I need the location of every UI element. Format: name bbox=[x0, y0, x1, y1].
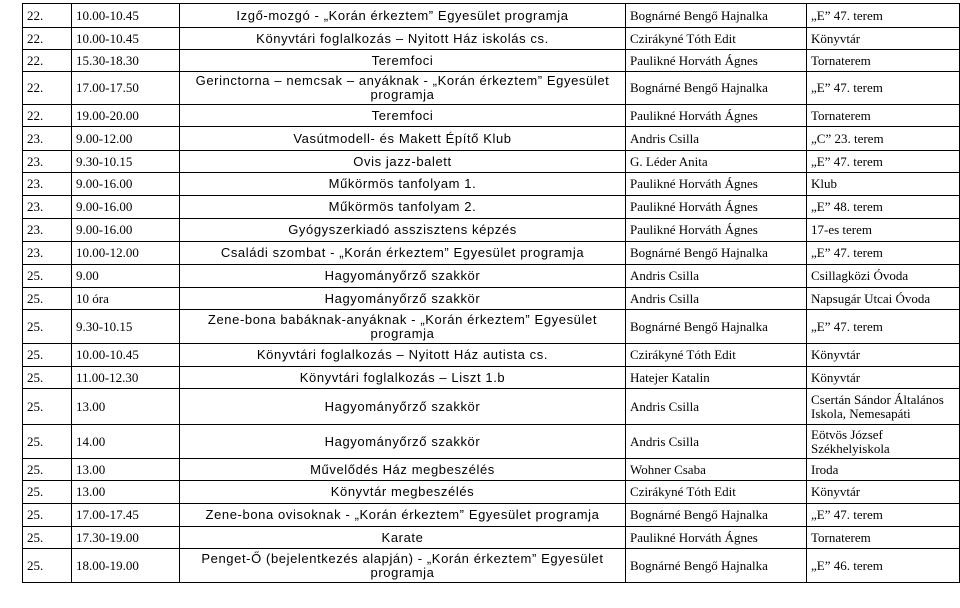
location-cell: „C” 23. terem bbox=[807, 127, 960, 151]
day-cell: 22. bbox=[23, 4, 72, 28]
day-cell: 25. bbox=[23, 481, 72, 504]
program-cell: Zene-bona ovisoknak - „Korán érkeztem” Egyesület programja bbox=[180, 504, 626, 527]
location-cell: Könyvtár bbox=[807, 367, 960, 389]
location-cell: Iroda bbox=[807, 459, 960, 481]
table-row bbox=[23, 50, 960, 72]
location-cell: „E” 47. terem bbox=[807, 242, 960, 265]
schedule-body bbox=[23, 4, 960, 583]
program-cell: Izgő-mozgó - „Korán érkeztem” Egyesület programja bbox=[180, 4, 626, 28]
time-cell: 9.30-10.15 bbox=[72, 310, 180, 344]
table-row bbox=[23, 265, 960, 288]
responsible-cell: Paulikné Horváth Ágnes bbox=[626, 105, 807, 127]
day-cell: 25. bbox=[23, 549, 72, 583]
responsible-cell: Bognárné Bengő Hajnalka bbox=[626, 310, 807, 344]
table-row bbox=[23, 242, 960, 265]
location-cell: Napsugár Utcai Óvoda bbox=[807, 288, 960, 310]
day-cell: 22. bbox=[23, 50, 72, 72]
time-cell: 10.00-10.45 bbox=[72, 4, 180, 28]
responsible-cell: Andris Csilla bbox=[626, 265, 807, 288]
day-cell: 23. bbox=[23, 127, 72, 151]
time-cell: 11.00-12.30 bbox=[72, 367, 180, 389]
time-cell: 9.00-16.00 bbox=[72, 219, 180, 242]
table-row bbox=[23, 127, 960, 151]
table-row bbox=[23, 173, 960, 196]
program-cell: Könyvtár megbeszélés bbox=[180, 481, 626, 504]
program-cell: Zene-bona babáknak-anyáknak - „Korán érkeztem” Egyesület programja bbox=[180, 310, 626, 344]
table-row bbox=[23, 288, 960, 310]
table-row bbox=[23, 459, 960, 481]
location-cell: „E” 47. terem bbox=[807, 4, 960, 28]
responsible-cell: Cziráky​né Tóth Edit bbox=[626, 344, 807, 367]
responsible-cell: Bognárné Bengő Hajnalka bbox=[626, 504, 807, 527]
time-cell: 9.00-16.00 bbox=[72, 196, 180, 219]
day-cell: 25. bbox=[23, 344, 72, 367]
program-cell: Ovis jazz-balett bbox=[180, 151, 626, 173]
responsible-cell: Paulikné Horváth Ágnes bbox=[626, 219, 807, 242]
location-cell: Tornaterem bbox=[807, 50, 960, 72]
location-cell: „E” 47. terem bbox=[807, 310, 960, 344]
location-cell: „E” 47. terem bbox=[807, 504, 960, 527]
location-cell: Tornaterem bbox=[807, 527, 960, 549]
time-cell: 13.00 bbox=[72, 481, 180, 504]
program-cell: Hagyományőrző szakkör bbox=[180, 389, 626, 425]
program-cell: Könyvtári foglalkozás – Nyitott Ház iskolás cs. bbox=[180, 28, 626, 50]
program-cell: Műkörmös tanfolyam 1. bbox=[180, 173, 626, 196]
time-cell: 14.00 bbox=[72, 425, 180, 459]
day-cell: 25. bbox=[23, 527, 72, 549]
table-row bbox=[23, 344, 960, 367]
program-cell: Gerinctorna – nemcsak – anyáknak - „Korán érkeztem” Egyesület programja bbox=[180, 72, 626, 105]
program-cell: Hagyományőrző szakkör bbox=[180, 425, 626, 459]
program-cell: Vasútmodell- és Makett Építő Klub bbox=[180, 127, 626, 151]
program-cell: Hagyományőrző szakkör bbox=[180, 265, 626, 288]
time-cell: 9.00 bbox=[72, 265, 180, 288]
day-cell: 25. bbox=[23, 459, 72, 481]
time-cell: 9.00-12.00 bbox=[72, 127, 180, 151]
time-cell: 10 óra bbox=[72, 288, 180, 310]
responsible-cell: Wohner Csaba bbox=[626, 459, 807, 481]
responsible-cell: Hatejer Katalin bbox=[626, 367, 807, 389]
responsible-cell: Bognárné Bengő Hajnalka bbox=[626, 4, 807, 28]
day-cell: 23. bbox=[23, 151, 72, 173]
day-cell: 25. bbox=[23, 504, 72, 527]
time-cell: 9.30-10.15 bbox=[72, 151, 180, 173]
day-cell: 22. bbox=[23, 72, 72, 105]
time-cell: 13.00 bbox=[72, 459, 180, 481]
responsible-cell: Cziráky​né Tóth Edit bbox=[626, 481, 807, 504]
day-cell: 25. bbox=[23, 425, 72, 459]
time-cell: 9.00-16.00 bbox=[72, 173, 180, 196]
program-cell: Műkörmös tanfolyam 2. bbox=[180, 196, 626, 219]
program-cell: Teremfoci bbox=[180, 50, 626, 72]
location-cell: „E” 47. terem bbox=[807, 72, 960, 105]
table-row bbox=[23, 367, 960, 389]
location-cell: Klub bbox=[807, 173, 960, 196]
schedule-table bbox=[22, 3, 960, 583]
time-cell: 17.30-19.00 bbox=[72, 527, 180, 549]
program-cell: Családi szombat - „Korán érkeztem” Egyesület programja bbox=[180, 242, 626, 265]
location-cell: Könyvtár bbox=[807, 481, 960, 504]
time-cell: 17.00-17.45 bbox=[72, 504, 180, 527]
responsible-cell: Bognárné Bengő Hajnalka bbox=[626, 242, 807, 265]
day-cell: 22. bbox=[23, 105, 72, 127]
location-cell: 17-es terem bbox=[807, 219, 960, 242]
table-row bbox=[23, 72, 960, 105]
time-cell: 10.00-10.45 bbox=[72, 344, 180, 367]
table-row bbox=[23, 425, 960, 459]
responsible-cell: G. Léder Anita bbox=[626, 151, 807, 173]
program-cell: Penget-Ő (bejelentkezés alapján) - „Korán érkeztem” Egyesület programja bbox=[180, 549, 626, 583]
responsible-cell: Andris Csilla bbox=[626, 389, 807, 425]
program-cell: Hagyományőrző szakkör bbox=[180, 288, 626, 310]
day-cell: 23. bbox=[23, 173, 72, 196]
day-cell: 25. bbox=[23, 288, 72, 310]
table-row bbox=[23, 4, 960, 28]
program-cell: Könyvtári foglalkozás – Nyitott Ház autista cs. bbox=[180, 344, 626, 367]
day-cell: 25. bbox=[23, 310, 72, 344]
location-cell: Csillagközi Óvoda bbox=[807, 265, 960, 288]
time-cell: 17.00-17.50 bbox=[72, 72, 180, 105]
responsible-cell: Bognárné Bengő Hajnalka bbox=[626, 72, 807, 105]
day-cell: 25. bbox=[23, 265, 72, 288]
program-cell: Karate bbox=[180, 527, 626, 549]
table-row bbox=[23, 527, 960, 549]
time-cell: 15.30-18.30 bbox=[72, 50, 180, 72]
day-cell: 23. bbox=[23, 219, 72, 242]
responsible-cell: Paulikné Horváth Ágnes bbox=[626, 50, 807, 72]
table-row bbox=[23, 28, 960, 50]
program-cell: Művelődés Ház megbeszélés bbox=[180, 459, 626, 481]
responsible-cell: Andris Csilla bbox=[626, 425, 807, 459]
location-cell: „E” 48. terem bbox=[807, 196, 960, 219]
program-cell: Teremfoci bbox=[180, 105, 626, 127]
responsible-cell: Paulikné Horváth Ágnes bbox=[626, 527, 807, 549]
table-row bbox=[23, 389, 960, 425]
day-cell: 23. bbox=[23, 242, 72, 265]
location-cell: „E” 46. terem bbox=[807, 549, 960, 583]
time-cell: 18.00-19.00 bbox=[72, 549, 180, 583]
day-cell: 25. bbox=[23, 389, 72, 425]
location-cell: Csertán Sándor Általános Iskola, Nemesapáti bbox=[807, 389, 960, 425]
time-cell: 19.00-20.00 bbox=[72, 105, 180, 127]
day-cell: 23. bbox=[23, 196, 72, 219]
time-cell: 10.00-12.00 bbox=[72, 242, 180, 265]
table-row bbox=[23, 219, 960, 242]
table-row bbox=[23, 504, 960, 527]
responsible-cell: Andris Csilla bbox=[626, 127, 807, 151]
table-row bbox=[23, 481, 960, 504]
location-cell: Tornaterem bbox=[807, 105, 960, 127]
responsible-cell: Andris Csilla bbox=[626, 288, 807, 310]
location-cell: Könyvtár bbox=[807, 344, 960, 367]
day-cell: 25. bbox=[23, 367, 72, 389]
time-cell: 13.00 bbox=[72, 389, 180, 425]
program-cell: Könyvtári foglalkozás – Liszt 1.b bbox=[180, 367, 626, 389]
location-cell: Könyvtár bbox=[807, 28, 960, 50]
table-row bbox=[23, 196, 960, 219]
table-row bbox=[23, 105, 960, 127]
responsible-cell: Paulikné Horváth Ágnes bbox=[626, 173, 807, 196]
day-cell: 22. bbox=[23, 28, 72, 50]
time-cell: 10.00-10.45 bbox=[72, 28, 180, 50]
table-row bbox=[23, 310, 960, 344]
responsible-cell: Bognárné Bengő Hajnalka bbox=[626, 549, 807, 583]
table-row bbox=[23, 151, 960, 173]
table-row bbox=[23, 549, 960, 583]
location-cell: „E” 47. terem bbox=[807, 151, 960, 173]
program-cell: Gyógyszerkiadó asszisztens képzés bbox=[180, 219, 626, 242]
responsible-cell: Paulikné Horváth Ágnes bbox=[626, 196, 807, 219]
responsible-cell: Cziráky​né Tóth Edit bbox=[626, 28, 807, 50]
location-cell: Eötvös József Székhelyiskola bbox=[807, 425, 960, 459]
